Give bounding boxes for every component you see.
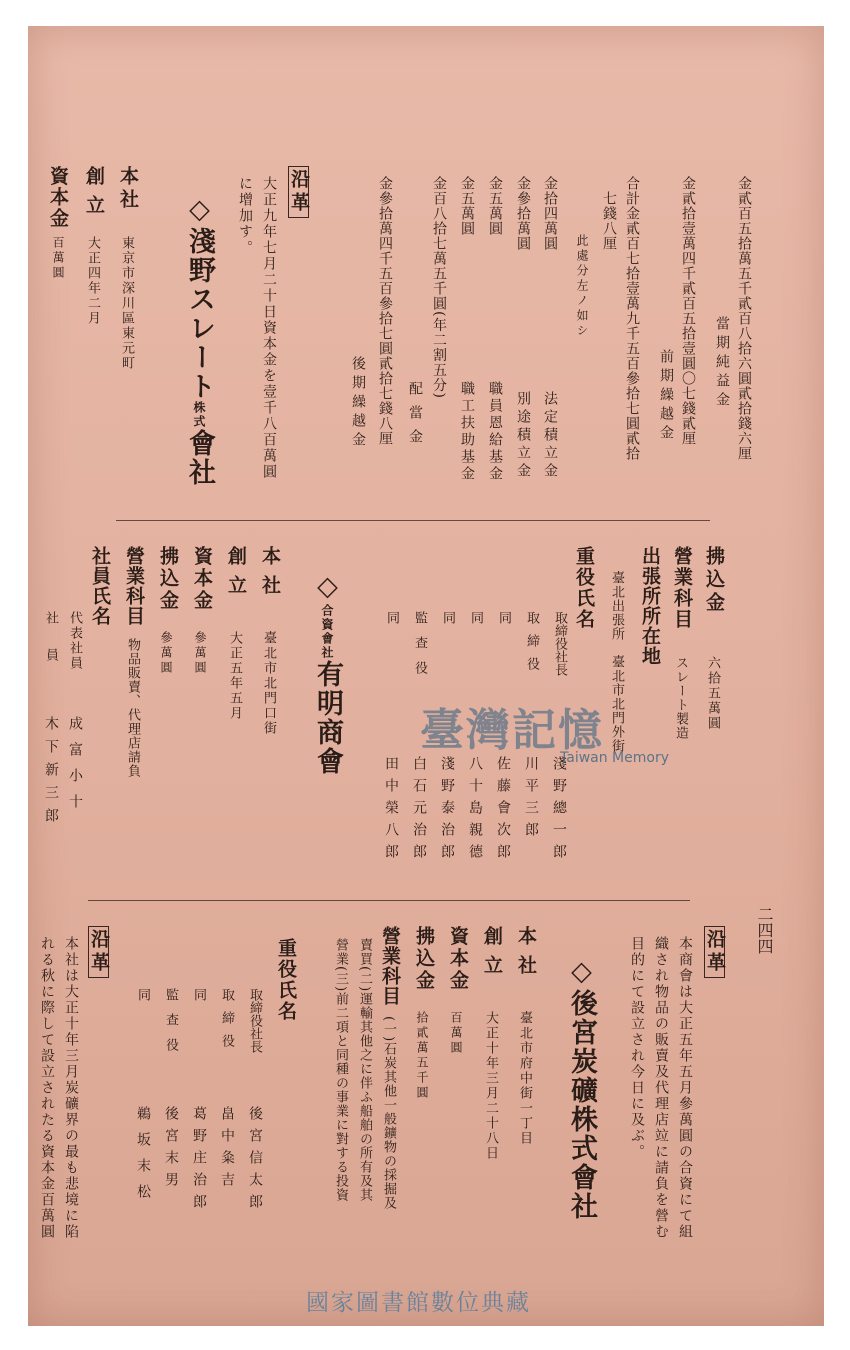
history-yumei-line-3: 目的にて設立され今日に及ぶ。 — [629, 936, 645, 1160]
company-title-asano — [186, 194, 213, 487]
ledger-line-8-item: 法定積立金 — [542, 391, 558, 481]
ledger-line-1: 金貳百五拾萬五千貳百八拾六圓貳拾錢六厘 — [736, 176, 752, 461]
yumei-label-capital: 資本金 — [191, 546, 213, 612]
history-label-yumei: 沿革 — [704, 926, 725, 978]
ledger-line-8-amount: 金拾四萬圓 — [542, 176, 558, 251]
gogu-officer-name-2: 畠中粂吉 — [219, 1106, 235, 1194]
prev-officer-name-7: 田中榮八郎 — [383, 756, 399, 866]
gogu-business-line-1: (一)石炭其他一般鑛物の採掘及 — [381, 1016, 396, 1211]
prev-officer-role-4: 同 — [468, 611, 483, 626]
ledger-line-13: 配當金 — [407, 381, 423, 453]
gogu-label-head-office: 本社 — [515, 926, 537, 984]
gogu-label-capital: 資本金 — [447, 926, 469, 992]
ledger-line-4: 前期繰越金 — [658, 349, 674, 444]
asano-value-capital: 百萬圓 — [51, 236, 65, 281]
gogu-value-founded: 大正十年三月二十八日 — [483, 1011, 498, 1161]
asano-value-founded: 大正四年二月 — [85, 236, 100, 326]
gogu-label-paid: 拂込金 — [413, 926, 435, 992]
yumei-value-head-office: 臺北市北門口街 — [261, 631, 276, 736]
section-divider-1 — [116, 520, 710, 521]
ledger-line-12: 金百八拾七萬五千圓(年二割五分) — [431, 176, 447, 399]
history-label-gogu: 沿革 — [88, 926, 109, 978]
gogu-officer-name-1: 後宮信太郎 — [247, 1106, 263, 1216]
yumei-label-founded: 創立 — [225, 546, 247, 604]
ledger-line-9-amount: 金參拾萬圓 — [515, 176, 531, 251]
yumei-value-capital: 參萬圓 — [193, 631, 207, 676]
gogu-officer-role-2: 取締役 — [219, 988, 234, 1057]
ledger-line-11-amount: 金五萬圓 — [459, 176, 475, 236]
yumei-value-paid: 參萬圓 — [159, 631, 173, 676]
history-top-line-1: 大正九年七月二十日資本金を壹千八百萬圓 — [261, 176, 277, 480]
prev-officer-name-1: 淺野總一郎 — [551, 756, 567, 866]
yumei-label-business: 營業科目 — [123, 546, 145, 626]
prev-officer-name-3: 佐藤會次郎 — [495, 756, 511, 866]
gogu-officer-name-4: 後宮末男 — [163, 1106, 179, 1194]
history-top-line-2: に增加す。 — [237, 176, 253, 256]
asano-value-head-office: 東京市深川區東元町 — [119, 236, 134, 371]
gogu-officer-role-5: 同 — [135, 988, 150, 1003]
section-divider-2 — [88, 900, 690, 901]
gogu-officer-role-1: 取締役社長 — [247, 988, 262, 1053]
gogu-business-line-2: 賣買(二)運輸其他之に伴ふ船舶の所有及其 — [357, 938, 372, 1203]
history-gogu-line-1: 本社は大正十年三月炭礦界の最も悲境に陷 — [63, 936, 79, 1240]
ledger-line-14: 金參拾萬四千五百參拾七圓貳拾七錢八厘 — [377, 176, 393, 446]
prev-officer-name-5: 淺野泰治郎 — [439, 756, 455, 866]
company-symbol-yumei: ◇ — [312, 571, 343, 604]
company-name-yumei: 有明商會 — [312, 660, 343, 776]
ncl-digital-watermark: 國家圖書館數位典藏 — [306, 1290, 531, 1316]
company-title-yumei — [314, 571, 341, 776]
yumei-label-paid: 拂込金 — [157, 546, 179, 612]
yumei-member-role-2: 社員 — [43, 611, 58, 685]
yumei-label-head-office: 本社 — [259, 546, 281, 604]
prev-officer-role-1: 取締役社長 — [552, 611, 567, 676]
gogu-officer-role-4: 監查役 — [163, 988, 178, 1063]
prev-label-branch: 出張所所在地 — [639, 546, 661, 666]
gogu-officer-name-5: 鵜坂末松 — [135, 1106, 151, 1210]
prev-label-paid: 拂込金 — [703, 546, 725, 615]
company-kind-asano: 會社 — [184, 429, 215, 487]
ledger-line-10-item: 職員恩給基金 — [487, 381, 503, 483]
gogu-officer-name-3: 葛野庄治郎 — [191, 1106, 207, 1216]
gogu-label-business: 營業科目 — [379, 926, 401, 1006]
ledger-line-11-item: 職工扶助基金 — [459, 381, 475, 483]
gogu-value-capital: 百萬圓 — [449, 1011, 463, 1056]
prev-officer-role-6: 監查役 — [412, 611, 427, 686]
page-sheet — [28, 26, 824, 1326]
history-gogu-line-2: れる秋に際して設立されたる資本金百萬圓 — [39, 936, 55, 1240]
prev-officer-name-6: 白石元治郎 — [411, 756, 427, 866]
ledger-line-6: 七錢八厘 — [601, 191, 617, 251]
yumei-value-business: 物品販賣、代理店請負 — [125, 638, 140, 778]
history-label-top: 沿革 — [288, 166, 309, 218]
gogu-value-head-office: 臺北市府中街一丁目 — [517, 1011, 532, 1146]
company-kind-small-yumei: 合資會社 — [320, 604, 334, 660]
company-title-gogu — [568, 956, 595, 1221]
prev-officer-role-7: 同 — [384, 611, 399, 626]
ledger-line-5: 合計金貳百七拾壹萬九千五百參拾七圓貳拾 — [624, 176, 640, 461]
taiwan-memory-watermark-en: Taiwan Memory — [560, 750, 669, 766]
taiwan-memory-watermark: 臺灣記憶 — [420, 705, 604, 756]
prev-officer-role-5: 同 — [440, 611, 455, 626]
prev-officer-name-4: 八十島親德 — [467, 756, 483, 866]
yumei-member-name-1: 成富小十 — [67, 716, 83, 820]
gogu-label-officers: 重役氏名 — [275, 938, 297, 1022]
prev-officer-role-2: 取締役 — [524, 611, 539, 680]
company-kind-small-asano: 株式 — [192, 401, 206, 429]
ledger-line-2: 當期純益金 — [714, 316, 730, 411]
ledger-line-3: 金貳拾壹萬四千貳百五拾壹圓〇七錢貳厘 — [680, 176, 696, 446]
prev-value-branch: 臺北出張所 臺北市北門外街 — [609, 571, 624, 753]
asano-label-head-office: 本社 — [117, 166, 139, 212]
yumei-value-founded: 大正五年五月 — [227, 631, 242, 721]
history-yumei-line-1: 本商會は大正五年五月參萬圓の合資にて組 — [677, 936, 693, 1240]
prev-officer-role-3: 同 — [496, 611, 511, 626]
prev-value-paid: 六拾五萬圓 — [705, 656, 720, 731]
company-name-asano: 淺野スレート — [184, 227, 215, 401]
ledger-line-10-amount: 金五萬圓 — [487, 176, 503, 236]
company-name-gogu: 後宮炭礦株式會社 — [566, 989, 597, 1221]
yumei-member-name-2: 木下新三郎 — [43, 716, 59, 831]
prev-officer-name-2: 川平三郎 — [523, 756, 539, 844]
gogu-officer-role-3: 同 — [191, 988, 206, 1003]
asano-label-capital: 資本金 — [47, 166, 69, 229]
prev-label-officers: 重役氏名 — [573, 546, 595, 630]
asano-label-founded: 創立 — [83, 166, 105, 224]
ledger-line-9-item: 別途積立金 — [515, 391, 531, 481]
page-number: 二四四 — [755, 906, 774, 954]
history-yumei-line-2: 織され物品の販賣及代理店竝に請負を營む — [653, 936, 669, 1240]
ledger-line-7: 此處分左ノ如シ — [575, 234, 589, 339]
company-symbol-asano: ◇ — [184, 194, 215, 227]
ledger-line-15: 後期繰越金 — [350, 356, 366, 451]
gogu-label-founded: 創立 — [481, 926, 503, 984]
yumei-label-members: 社員氏名 — [89, 546, 111, 626]
company-symbol-gogu: ◇ — [566, 956, 597, 989]
yumei-member-role-1: 代表社員 — [67, 611, 82, 671]
gogu-value-paid: 拾貳萬五千圓 — [415, 1011, 429, 1101]
prev-value-business: スレート製造 — [673, 656, 688, 740]
prev-label-business: 營業科目 — [671, 546, 693, 630]
gogu-business-line-3: 營業(三)前二項と同種の事業に對する投資 — [333, 938, 348, 1203]
